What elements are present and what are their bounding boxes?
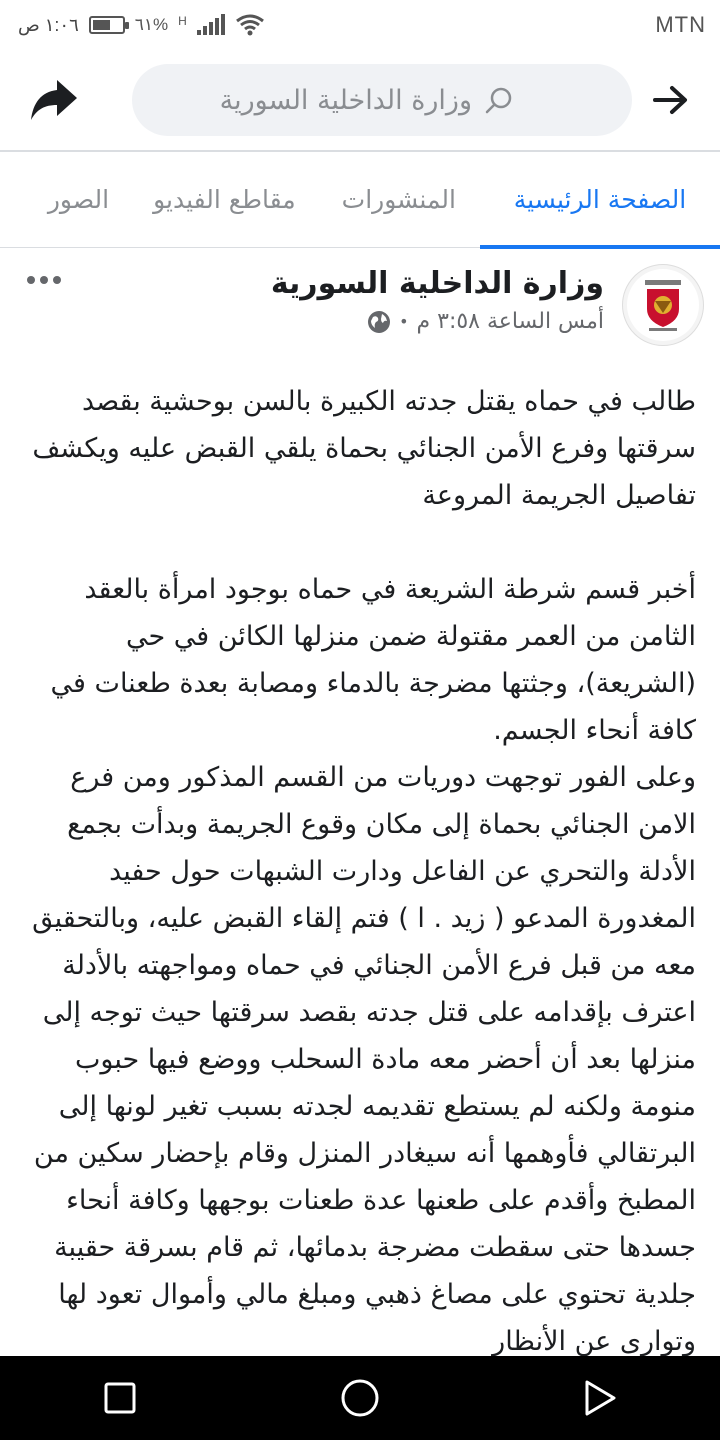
tab-photos[interactable]: الصور	[47, 185, 110, 214]
signal-icon	[197, 15, 225, 35]
share-button[interactable]	[24, 70, 84, 130]
post-paragraph-1: أخبر قسم شرطة الشريعة في حماه بوجود امرأة بالعقد الثامن من العمر مقتولة ضمن منزلها الكائن في حي (الشريعة)، وجثتها مضرجة بالدماء ومصابة بعدة طعنات في كافة أنحاء الجسم.	[50, 574, 696, 746]
system-nav-bar	[0, 1356, 720, 1440]
more-options-button[interactable]	[24, 268, 64, 292]
home-button[interactable]	[318, 1356, 402, 1440]
post-meta	[271, 309, 604, 334]
meta-separator: •	[399, 312, 409, 331]
triangle-back-icon	[583, 1379, 617, 1417]
battery-percent: ٦١%	[134, 15, 169, 34]
network-type: H	[178, 14, 187, 28]
back-nav-button[interactable]	[558, 1356, 642, 1440]
recents-button[interactable]	[78, 1356, 162, 1440]
share-icon	[29, 78, 79, 122]
search-input[interactable]	[172, 85, 472, 116]
post-author[interactable]: وزارة الداخلية السورية	[270, 266, 604, 301]
tab-posts[interactable]: المنشورات	[341, 185, 456, 214]
post-body	[24, 378, 696, 1356]
search-bar	[0, 50, 720, 150]
post-header	[0, 250, 720, 360]
post-timestamp[interactable]: أمس الساعة ٣:٥٨ م	[416, 309, 604, 334]
circle-icon	[340, 1378, 380, 1418]
status-bar	[0, 0, 720, 50]
tab-videos[interactable]: مقاطع الفيديو	[153, 185, 296, 214]
globe-icon	[367, 310, 391, 334]
more-icon	[26, 275, 62, 285]
avatar[interactable]	[622, 264, 704, 346]
status-indicators	[18, 14, 265, 36]
tab-home[interactable]: الصفحة الرئيسية	[480, 152, 720, 248]
back-button[interactable]	[646, 75, 696, 125]
ministry-logo-icon	[625, 267, 701, 343]
paragraph-gap	[24, 519, 696, 566]
search-field[interactable]	[132, 64, 632, 136]
arrow-right-icon	[653, 85, 689, 115]
wifi-icon	[235, 14, 265, 36]
post-paragraph-2: وعلى الفور توجهت دوريات من القسم المذكور ومن فرع الامن الجنائي بحماة إلى مكان وقوع الجريمة وبدأت بجمع الأدلة والتحري عن الفاعل ودارت الشبهات حول حفيد المغدورة المدعو ( زيد . ا ) فتم إلقاء القبض عليه، وبالتحقيق معه من قبل فرع الأمن الجنائي في حماه ومواجهته بالأدلة اعترف بإقدامه على قتل جدته بقصد سرقتها حيث توجه إلى منزلها بعد أن أحضر معه مادة السحلب ووضع فيها حبوب منومة ولكنه لم يستطع تقديمه لجدته بسبب تغير لونها إلى البرتقالي فأوهمها أنه سيغادر المنزل وقام بإحضار سكين من المطبخ وأقدم على طعنها عدة طعنات بوجهها وكافة أنحاء جسدها حتى سقطت مضرجة بدمائها، ثم قام بسرقة حقيبة جلدية تحتوي على مصاغ ذهبي ومبلغ مالي وأموال تعود لها وتوارى عن الأنظار	[32, 762, 696, 1356]
battery-icon	[89, 16, 125, 34]
carrier-name: MTN	[655, 12, 706, 37]
status-time: ١:٠٦ ص	[18, 14, 79, 35]
square-icon	[103, 1381, 137, 1415]
search-icon	[484, 85, 514, 115]
page-tabs	[0, 152, 720, 248]
author-block	[271, 264, 604, 334]
post-headline: طالب في حماه يقتل جدته الكبيرة بالسن بوحشية بقصد سرقتها وفرع الأمن الجنائي بحماة يلقي القبض عليه ويكشف تفاصيل الجريمة المروعة	[32, 386, 696, 511]
